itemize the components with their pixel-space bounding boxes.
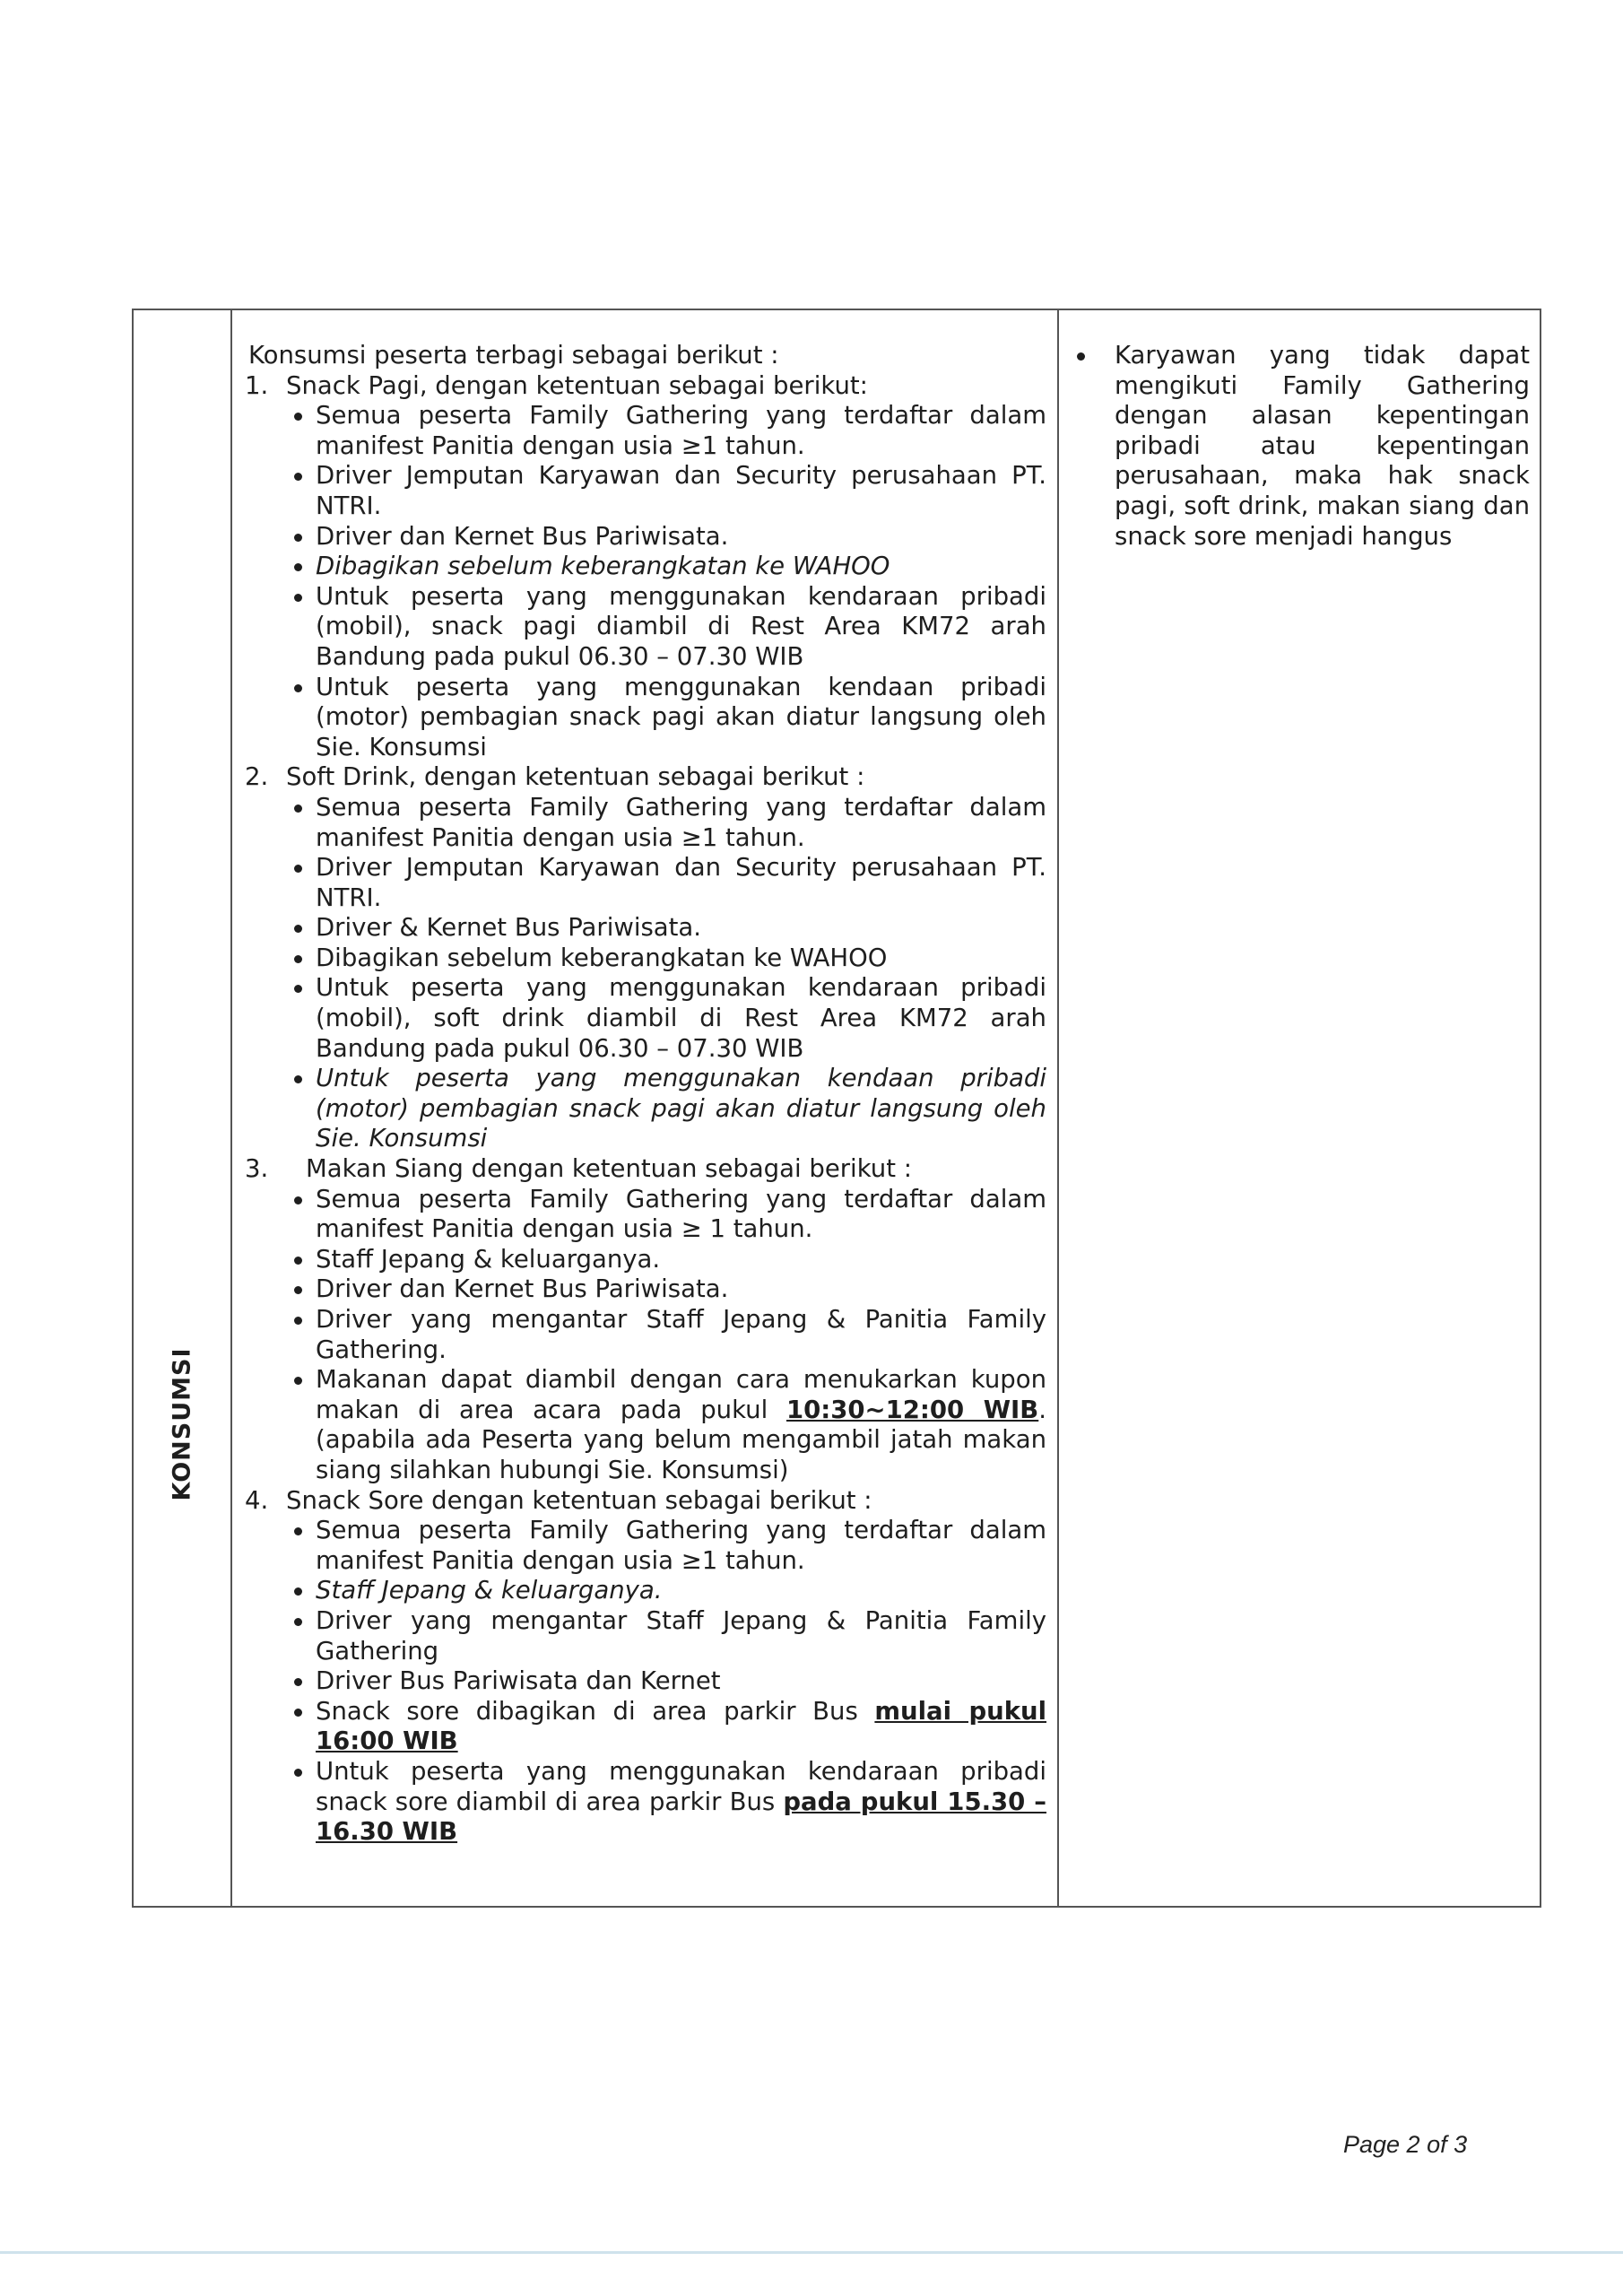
list-item-text: . (apabila ada Peserta yang belum mengambil jatah makan siang silahkan hubungi Sie. Konsumsi): [316, 1395, 1046, 1484]
section-title: Snack Pagi, dengan ketentuan sebagai berikut:: [286, 370, 868, 400]
list-item: Driver Jemputan Karyawan dan Security perusahaan PT. NTRI.: [294, 461, 1046, 521]
section-number: 3.: [245, 1154, 269, 1184]
list-item: Staff Jepang & keluarganya.: [294, 1245, 1046, 1275]
list-item: Semua peserta Family Gathering yang terdaftar dalam manifest Panitia dengan usia ≥ 1 tahun.: [294, 1185, 1046, 1245]
bullet-list: [245, 793, 1046, 1154]
list-item: Dibagikan sebelum keberangkatan ke WAHOO: [294, 552, 1046, 582]
list-item-text: Makanan dapat diambil dengan cara menukarkan kupon makan di area acara pada pukul: [316, 1365, 1046, 1424]
main-content-cell: [231, 309, 1058, 1907]
section-label: KONSUMSI: [168, 1347, 196, 1501]
bullet-list: [245, 1185, 1046, 1486]
section-title: Snack Sore dengan ketentuan sebagai berikut :: [286, 1485, 872, 1515]
list-item: Driver Jemputan Karyawan dan Security perusahaan PT. NTRI.: [294, 853, 1046, 913]
consumption-table: [132, 309, 1541, 1908]
list-item: Semua peserta Family Gathering yang terdaftar dalam manifest Panitia dengan usia ≥1 tahun.: [294, 1516, 1046, 1576]
list-item: Untuk peserta yang menggunakan kendaraan pribadi (mobil), snack pagi diambil di Rest Area KM72 arah Bandung pada pukul 06.30 – 07.30 WIB: [294, 582, 1046, 673]
list-item: Driver dan Kernet Bus Pariwisata.: [294, 1274, 1046, 1305]
list-item: Dibagikan sebelum keberangkatan ke WAHOO: [294, 944, 1046, 974]
section-heading: [245, 762, 1046, 793]
section-number: 1.: [245, 370, 269, 400]
list-item: Driver & Kernet Bus Pariwisata.: [294, 913, 1046, 944]
list-item-text: Snack sore dibagikan di area parkir Bus: [316, 1696, 875, 1726]
section-label-cell: [133, 309, 231, 1907]
section-heading: [245, 1486, 1046, 1517]
note-cell: [1058, 309, 1541, 1907]
bullet-list: [245, 401, 1046, 762]
list-item: Driver dan Kernet Bus Pariwisata.: [294, 522, 1046, 552]
list-item: Semua peserta Family Gathering yang terdaftar dalam manifest Panitia dengan usia ≥1 tahun.: [294, 401, 1046, 461]
intro-text: Konsumsi peserta terbagi sebagai berikut :: [248, 341, 779, 370]
list-item: Semua peserta Family Gathering yang terdaftar dalam manifest Panitia dengan usia ≥1 tahun.: [294, 793, 1046, 853]
list-item: Untuk peserta yang menggunakan kendaan pribadi (motor) pembagian snack pagi akan diatur langsung oleh Sie. Konsumsi: [294, 673, 1046, 763]
section-number: 2.: [245, 762, 269, 792]
highlight-time: mulai pukul 16:00 WIB: [316, 1696, 1047, 1756]
highlight-time: 10:30~12:00 WIB: [786, 1395, 1039, 1424]
section-title: Makan Siang dengan ketentuan sebagai berikut :: [306, 1154, 912, 1184]
section-heading: [245, 371, 1046, 402]
bottom-divider: [0, 2251, 1623, 2254]
list-item: [294, 1365, 1046, 1485]
list-item: Untuk peserta yang menggunakan kendaraan pribadi (mobil), soft drink diambil di Rest Area KM72 arah Bandung pada pukul 06.30 – 07.30 WIB: [294, 973, 1046, 1064]
list-item: Driver yang mengantar Staff Jepang & Panitia Family Gathering: [294, 1606, 1046, 1666]
section-number: 4.: [245, 1485, 269, 1515]
bullet-list: [245, 1516, 1046, 1848]
section-heading: [245, 1154, 1046, 1185]
note-text: Karyawan yang tidak dapat mengikuti Family Gathering dengan alasan kepentingan pribadi atau kepentingan perusahaan, maka hak snack pagi, soft drink, makan siang dan snack sore menjadi hangus: [1072, 341, 1530, 552]
section-title: Soft Drink, dengan ketentuan sebagai berikut :: [286, 762, 865, 792]
list-item-text: Untuk peserta yang menggunakan kendaraan pribadi snack sore diambil di area parkir Bus: [316, 1756, 1046, 1816]
highlight-time: pada pukul 15.30 – 16.30 WIB: [316, 1787, 1047, 1847]
list-item: [294, 1697, 1046, 1757]
table-row: [133, 309, 1541, 1907]
list-item: [294, 1757, 1046, 1848]
page-number: Page 2 of 3: [1343, 2131, 1468, 2158]
list-item: Untuk peserta yang menggunakan kendaan pribadi (motor) pembagian snack pagi akan diatur langsung oleh Sie. Konsumsi: [294, 1064, 1046, 1154]
list-item: Staff Jepang & keluarganya.: [294, 1576, 1046, 1606]
list-item: Driver yang mengantar Staff Jepang & Panitia Family Gathering.: [294, 1305, 1046, 1365]
list-item: Driver Bus Pariwisata dan Kernet: [294, 1666, 1046, 1697]
